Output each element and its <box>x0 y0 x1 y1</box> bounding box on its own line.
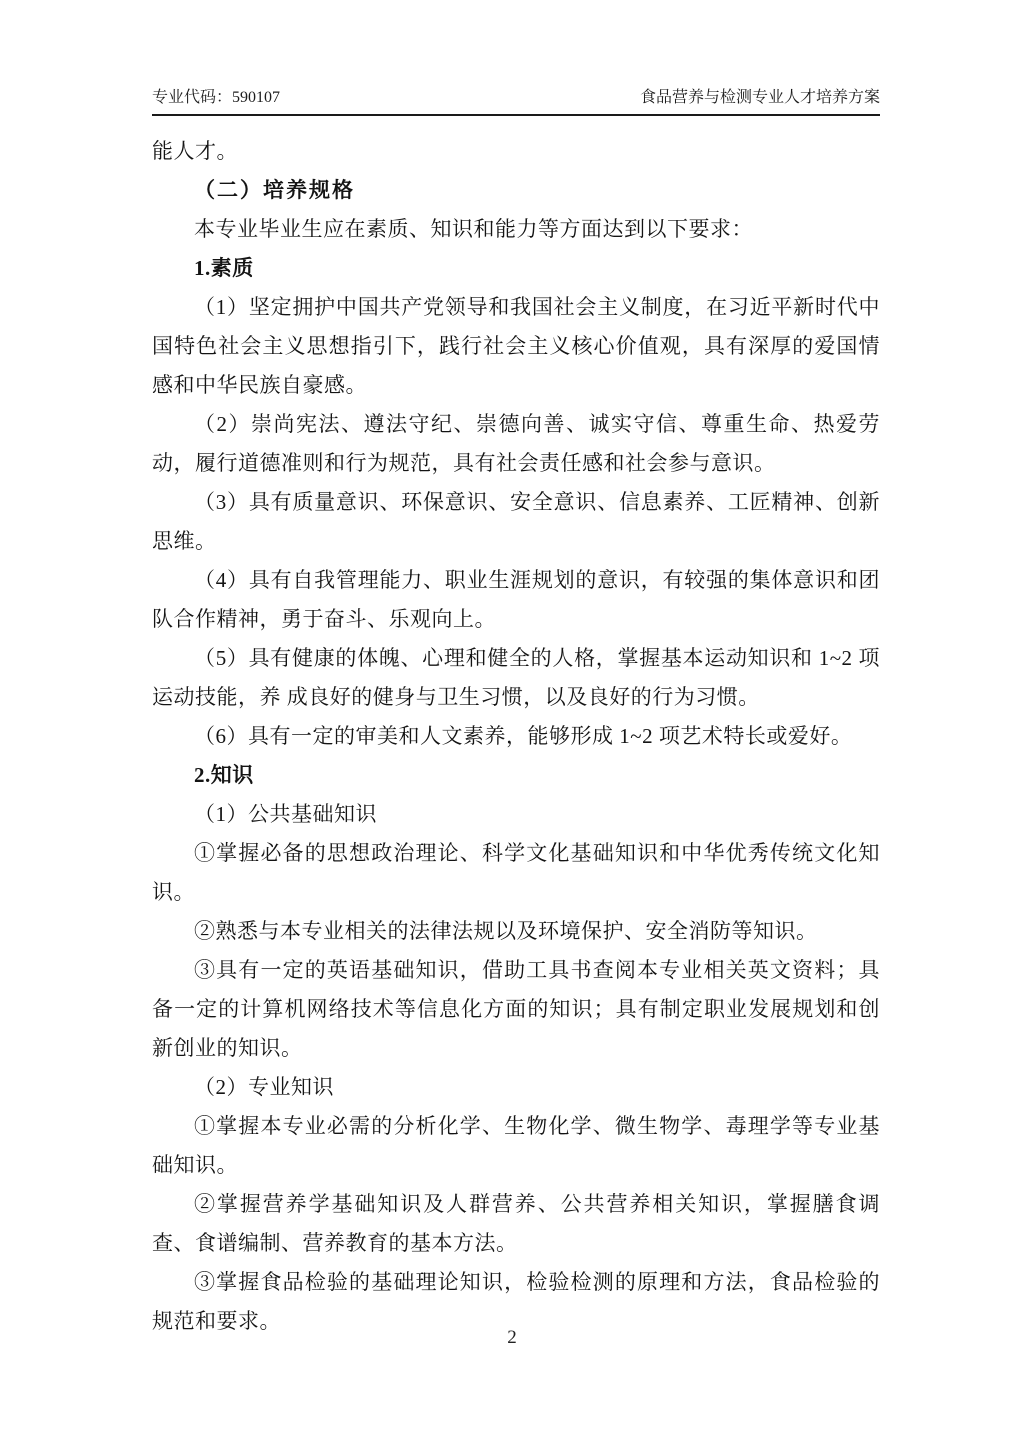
quality-heading: 1.素质 <box>194 256 254 280</box>
document-title: 食品营养与检测专业人才培养方案 <box>639 89 880 106</box>
major-code: 专业代码：590107 <box>152 89 281 106</box>
quality-item-6: （6）具有一定的审美和人文素养，能够形成 1~2 项艺术特长或爱好。 <box>194 724 853 748</box>
page-number: 2 <box>507 1327 517 1348</box>
public-basic-item-1: ①掌握必备的思想政治理论、科学文化基础知识和中华优秀传统文化知识。 <box>152 841 880 904</box>
continued-paragraph: 能人才。 <box>152 139 238 163</box>
professional-heading: （2）专业知识 <box>194 1075 334 1099</box>
quality-item-4: （4）具有自我管理能力、职业生涯规划的意识，有较强的集体意识和团队合作精神，勇于奋斗、乐观向上。 <box>152 568 880 631</box>
quality-item-1: （1）坚定拥护中国共产党领导和我国社会主义制度，在习近平新时代中国特色社会主义思想指引下，践行社会主义核心价值观，具有深厚的爱国情感和中华民族自豪感。 <box>152 295 880 397</box>
quality-item-3: （3）具有质量意识、环保意识、安全意识、信息素养、工匠精神、创新思维。 <box>152 490 880 553</box>
intro-paragraph: 本专业毕业生应在素质、知识和能力等方面达到以下要求： <box>194 217 753 241</box>
professional-item-1: ①掌握本专业必需的分析化学、生物化学、微生物学、毒理学等专业基础知识。 <box>152 1114 880 1177</box>
public-basic-item-2: ②熟悉与本专业相关的法律法规以及环境保护、安全消防等知识。 <box>194 919 818 943</box>
professional-item-3: ③掌握食品检验的基础理论知识，检验检测的原理和方法，食品检验的规范和要求。 <box>152 1270 880 1333</box>
quality-item-2: （2）崇尚宪法、遵法守纪、崇德向善、诚实守信、尊重生命、热爱劳动，履行道德准则和行为规范，具有社会责任感和社会参与意识。 <box>152 412 880 475</box>
professional-item-2: ②掌握营养学基础知识及人群营养、公共营养相关知识，掌握膳食调查、食谱编制、营养教育的基本方法。 <box>152 1192 880 1255</box>
document-body <box>152 132 880 1341</box>
section-heading: （二）培养规格 <box>194 178 355 202</box>
public-basic-item-3: ③具有一定的英语基础知识，借助工具书查阅本专业相关英文资料；具备一定的计算机网络技术等信息化方面的知识；具有制定职业发展规划和创新创业的知识。 <box>152 958 880 1060</box>
public-basic-heading: （1）公共基础知识 <box>194 802 377 826</box>
quality-item-5: （5）具有健康的体魄、心理和健全的人格，掌握基本运动知识和 1~2 项运动技能，养 成良好的健身与卫生习惯，以及良好的行为习惯。 <box>152 646 880 709</box>
page-header <box>152 88 880 116</box>
knowledge-heading: 2.知识 <box>194 763 254 787</box>
